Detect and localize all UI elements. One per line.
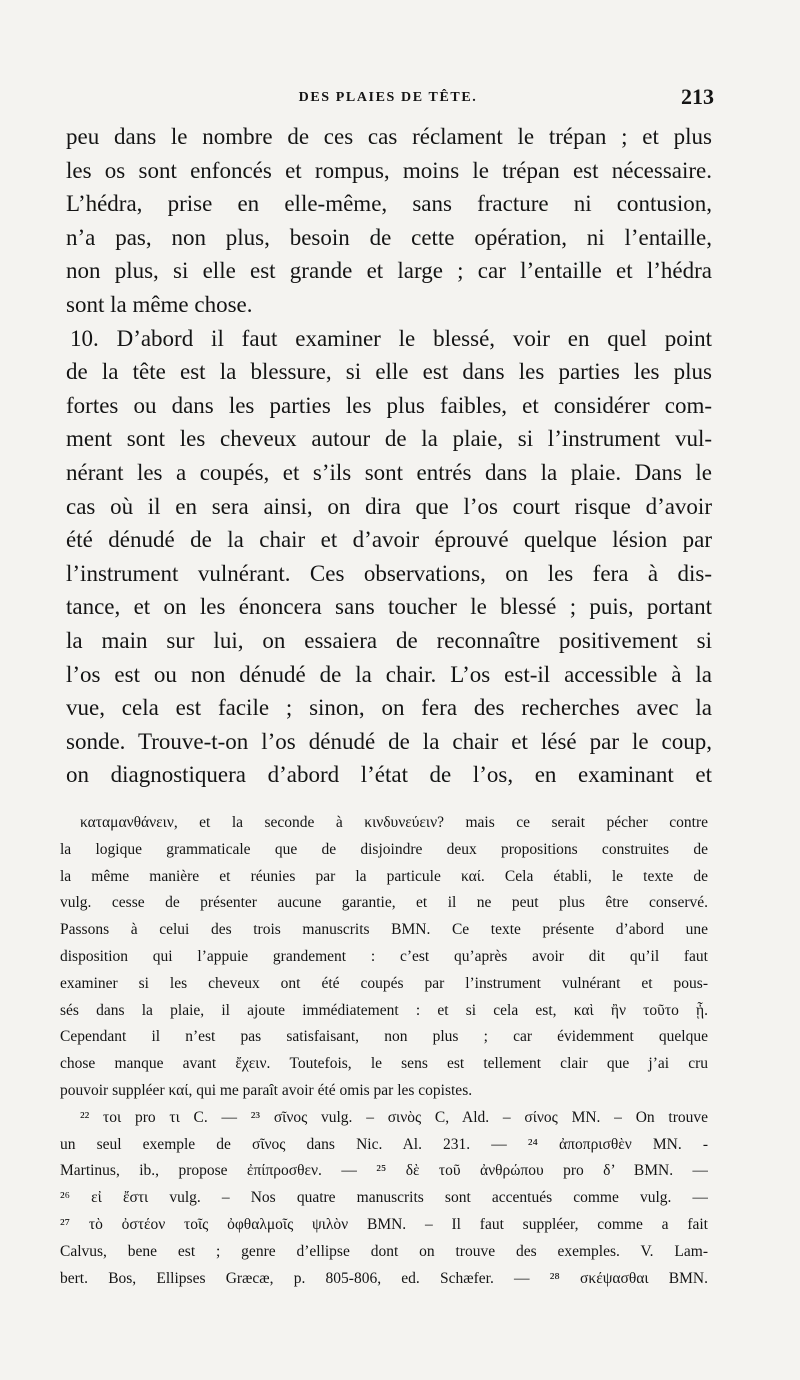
text-line: ment sont les cheveux autour de la plaie, si l’instrument vul-	[66, 426, 712, 452]
text-line: fortes ou dans les parties les plus faibles, et considérer com-	[66, 392, 712, 418]
text-line: on diagnostiquera d’abord l’état de l’os, en examinant et	[66, 762, 712, 788]
text-line: sonde. Trouve-t-on l’os dénudé de la chair et lésé par le coup,	[66, 728, 712, 754]
text-line: n’a pas, non plus, besoin de cette opération, ni l’entaille,	[66, 224, 712, 250]
footnote-variant-line: bert. Bos, Ellipses Græcæ, p. 805-806, ed. Schæfer. — ²⁸ σκέψασθαι BMN.	[60, 1269, 708, 1287]
footnote-variant-line: Calvus, bene est ; genre d’ellipse dont on trouve des exemples. V. Lam-	[60, 1242, 708, 1260]
text-line: la main sur lui, on essaiera de reconnaître positivement si	[66, 627, 712, 653]
footnote-line: chose manque avant ἔχειν. Toutefois, le sens est tellement clair que j’ai cru	[60, 1055, 708, 1073]
text-line: L’hédra, prise en elle-même, sans fracture ni contusion,	[66, 191, 712, 217]
footnote-line: examiner si les cheveux ont été coupés par l’instrument vulnérant et pous-	[60, 974, 708, 992]
footnote-variant-line: un seul exemple de σῖνος dans Nic. Al. 231. — ²⁴ ἀποπρισθὲν MN. -	[60, 1135, 708, 1153]
text-line: tance, et on les énoncera sans toucher le blessé ; puis, portant	[66, 594, 712, 620]
running-head	[62, 84, 714, 114]
text-line: l’instrument vulnérant. Ces observations, on les fera à dis-	[66, 560, 712, 586]
text-line: vue, cela est facile ; sinon, on fera des recherches avec la	[66, 695, 712, 721]
text-line: les os sont enfoncés et rompus, moins le trépan est nécessaire.	[66, 157, 712, 183]
footnote-variant-line: ²² τοι pro τι C. — ²³ σῖνος vulg. – σινὸς C, Ald. – σίνος MN. – On trouve	[80, 1108, 708, 1126]
main-text	[66, 120, 712, 792]
footnote-line: la logique grammaticale que de disjoindre deux propositions construites de	[60, 840, 708, 858]
paragraph-start-line: 10. D’abord il faut examiner le blessé, voir en quel point	[70, 325, 712, 351]
footnote-line: sés dans la plaie, il ajoute immédiatement : et si cela est, καὶ ἢν τοῦτο ᾖ.	[60, 1001, 708, 1019]
text-line: été dénudé de la chair et d’avoir éprouvé quelque lésion par	[66, 527, 712, 553]
footnote-variant-line: Martinus, ib., propose ἐπίπροσθεν. — ²⁵ δὲ τοῦ ἀνθρώπου pro δ’ BMN. —	[60, 1162, 708, 1180]
footnote-line: Passons à celui des trois manuscrits BMN. Ce texte présente d’abord une	[60, 921, 708, 939]
text-line: sont la même chose.	[66, 291, 253, 317]
footnote-line: disposition qui l’appuie grandement : c’est qu’après avoir dit qu’il faut	[60, 947, 708, 965]
text-line: nérant les a coupés, et s’ils sont entrés dans la plaie. Dans le	[66, 459, 712, 485]
footnote-line: καταμανθάνειν, et la seconde à κινδυνεύειν? mais ce serait pécher contre	[80, 814, 708, 831]
text-line: l’os est ou non dénudé de la chair. L’os est-il accessible à la	[66, 661, 712, 687]
footnote-line: vulg. cesse de présenter aucune garantie, et il ne peut plus être conservé.	[60, 894, 708, 912]
footnote-line: pouvoir suppléer καί, qui me paraît avoir été omis par les copistes.	[60, 1081, 473, 1099]
running-title: DES PLAIES DE TÊTE.	[298, 90, 478, 105]
text-line: peu dans le nombre de ces cas réclament le trépan ; et plus	[66, 124, 712, 149]
footnote-variant-line: ²⁶ εἰ ἔστι vulg. – Nos quatre manuscrits sont accentués comme vulg. —	[60, 1189, 708, 1207]
footnote-line: la même manière et réunies par la particule καί. Cela établi, le texte de	[60, 867, 708, 885]
text-line: cas où il en sera ainsi, on dira que l’os court risque d’avoir	[66, 493, 712, 519]
text-line: de la tête est la blessure, si elle est dans les parties les plus	[66, 359, 712, 385]
footnote-line: Cependant il n’est pas satisfaisant, non plus ; car évidemment quelque	[60, 1028, 708, 1046]
text-line: non plus, si elle est grande et large ; car l’entaille et l’hédra	[66, 258, 712, 284]
footnotes	[60, 810, 708, 1292]
footnote-variant-line: ²⁷ τὸ ὀστέον τοῖς ὀφθαλμοῖς ψιλὸν BMN. – Il faut suppléer, comme a fait	[60, 1215, 708, 1233]
page-number: 213	[681, 84, 714, 109]
